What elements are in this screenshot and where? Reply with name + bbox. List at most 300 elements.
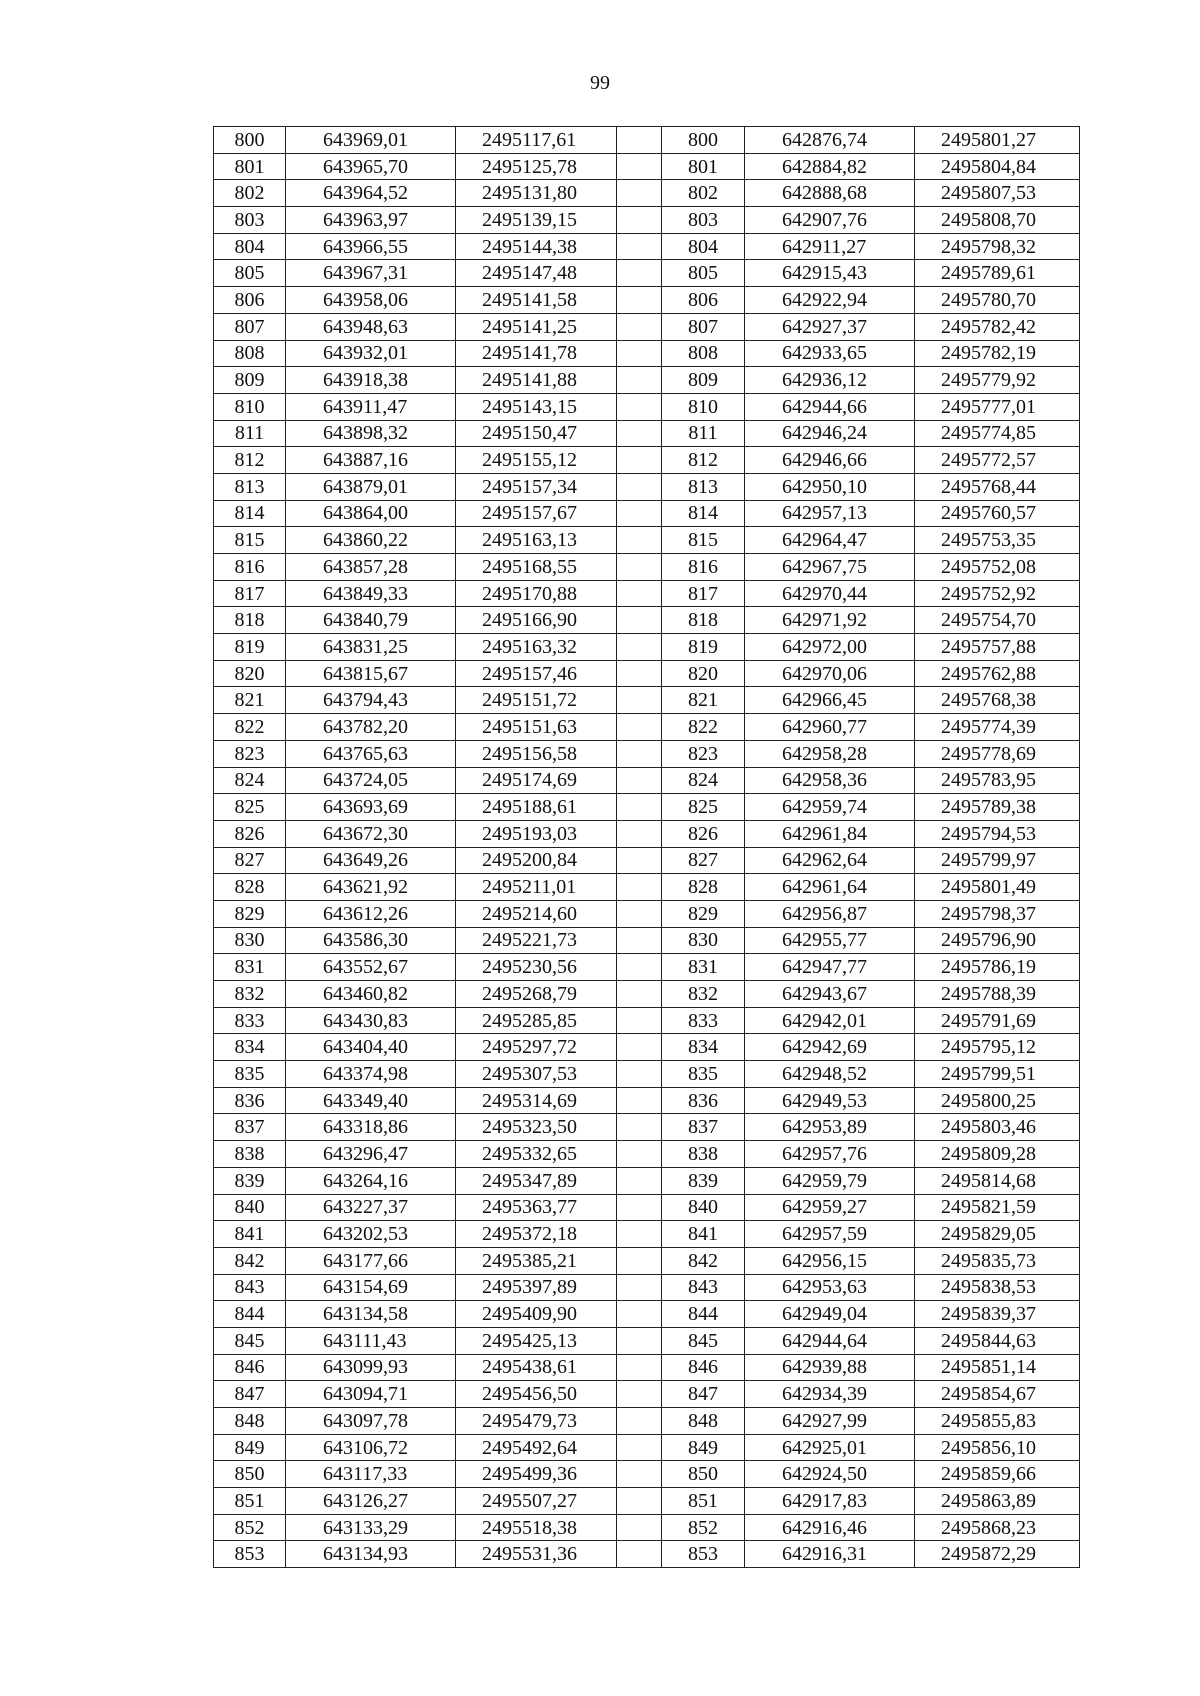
y-coordinate-left: 2495230,56 <box>456 954 617 981</box>
y-coordinate-left: 2495170,88 <box>456 580 617 607</box>
y-coordinate-right: 2495772,57 <box>915 447 1080 474</box>
x-coordinate-right: 642957,76 <box>745 1141 915 1168</box>
point-number-right: 851 <box>662 1488 745 1515</box>
x-coordinate-left: 643099,93 <box>286 1354 456 1381</box>
x-coordinate-left: 643967,31 <box>286 260 456 287</box>
y-coordinate-left: 2495479,73 <box>456 1408 617 1435</box>
point-number-left: 802 <box>214 180 286 207</box>
x-coordinate-right: 642944,64 <box>745 1327 915 1354</box>
point-number-left: 820 <box>214 660 286 687</box>
point-number-left: 823 <box>214 740 286 767</box>
y-coordinate-right: 2495844,63 <box>915 1327 1080 1354</box>
x-coordinate-left: 643831,25 <box>286 634 456 661</box>
y-coordinate-left: 2495307,53 <box>456 1061 617 1088</box>
x-coordinate-left: 643374,98 <box>286 1061 456 1088</box>
table-row <box>214 874 1080 901</box>
point-number-right: 838 <box>662 1141 745 1168</box>
x-coordinate-left: 643134,93 <box>286 1541 456 1568</box>
x-coordinate-left: 643460,82 <box>286 981 456 1008</box>
point-number-right: 818 <box>662 607 745 634</box>
x-coordinate-right: 642959,27 <box>745 1194 915 1221</box>
x-coordinate-right: 642962,64 <box>745 847 915 874</box>
y-coordinate-right: 2495754,70 <box>915 607 1080 634</box>
x-coordinate-left: 643765,63 <box>286 740 456 767</box>
y-coordinate-left: 2495363,77 <box>456 1194 617 1221</box>
point-number-right: 833 <box>662 1007 745 1034</box>
y-coordinate-left: 2495456,50 <box>456 1381 617 1408</box>
column-gap <box>617 1434 662 1461</box>
column-gap <box>617 233 662 260</box>
x-coordinate-left: 643430,83 <box>286 1007 456 1034</box>
y-coordinate-right: 2495863,89 <box>915 1488 1080 1515</box>
y-coordinate-left: 2495409,90 <box>456 1301 617 1328</box>
point-number-left: 817 <box>214 580 286 607</box>
y-coordinate-left: 2495188,61 <box>456 794 617 821</box>
column-gap <box>617 1194 662 1221</box>
point-number-right: 815 <box>662 527 745 554</box>
y-coordinate-left: 2495144,38 <box>456 233 617 260</box>
y-coordinate-left: 2495507,27 <box>456 1488 617 1515</box>
x-coordinate-right: 642964,47 <box>745 527 915 554</box>
x-coordinate-left: 643227,37 <box>286 1194 456 1221</box>
table-row <box>214 367 1080 394</box>
x-coordinate-left: 643318,86 <box>286 1114 456 1141</box>
y-coordinate-left: 2495314,69 <box>456 1087 617 1114</box>
column-gap <box>617 207 662 234</box>
point-number-left: 825 <box>214 794 286 821</box>
y-coordinate-left: 2495168,55 <box>456 554 617 581</box>
page-number: 99 <box>590 72 610 94</box>
point-number-left: 805 <box>214 260 286 287</box>
point-number-left: 838 <box>214 1141 286 1168</box>
table-row <box>214 660 1080 687</box>
point-number-right: 821 <box>662 687 745 714</box>
y-coordinate-left: 2495174,69 <box>456 767 617 794</box>
column-gap <box>617 180 662 207</box>
point-number-right: 813 <box>662 473 745 500</box>
column-gap <box>617 447 662 474</box>
y-coordinate-right: 2495872,29 <box>915 1541 1080 1568</box>
x-coordinate-right: 642947,77 <box>745 954 915 981</box>
x-coordinate-left: 643111,43 <box>286 1327 456 1354</box>
point-number-left: 813 <box>214 473 286 500</box>
column-gap <box>617 1354 662 1381</box>
table-row <box>214 500 1080 527</box>
point-number-right: 807 <box>662 313 745 340</box>
table-row <box>214 1381 1080 1408</box>
column-gap <box>617 1301 662 1328</box>
column-gap <box>617 554 662 581</box>
y-coordinate-right: 2495752,92 <box>915 580 1080 607</box>
x-coordinate-left: 643649,26 <box>286 847 456 874</box>
x-coordinate-right: 642953,63 <box>745 1274 915 1301</box>
x-coordinate-right: 642966,45 <box>745 687 915 714</box>
table-row <box>214 313 1080 340</box>
point-number-right: 830 <box>662 927 745 954</box>
y-coordinate-right: 2495796,90 <box>915 927 1080 954</box>
column-gap <box>617 1061 662 1088</box>
x-coordinate-left: 643966,55 <box>286 233 456 260</box>
y-coordinate-left: 2495221,73 <box>456 927 617 954</box>
table-row <box>214 607 1080 634</box>
point-number-right: 843 <box>662 1274 745 1301</box>
x-coordinate-right: 642916,46 <box>745 1514 915 1541</box>
y-coordinate-left: 2495166,90 <box>456 607 617 634</box>
column-gap <box>617 127 662 154</box>
x-coordinate-left: 643404,40 <box>286 1034 456 1061</box>
x-coordinate-right: 642916,31 <box>745 1541 915 1568</box>
table-row <box>214 1114 1080 1141</box>
point-number-left: 822 <box>214 714 286 741</box>
table-row <box>214 1141 1080 1168</box>
point-number-left: 810 <box>214 393 286 420</box>
point-number-right: 842 <box>662 1247 745 1274</box>
x-coordinate-left: 643349,40 <box>286 1087 456 1114</box>
x-coordinate-right: 642934,39 <box>745 1381 915 1408</box>
y-coordinate-right: 2495786,19 <box>915 954 1080 981</box>
x-coordinate-right: 642959,74 <box>745 794 915 821</box>
x-coordinate-left: 643133,29 <box>286 1514 456 1541</box>
y-coordinate-left: 2495347,89 <box>456 1167 617 1194</box>
x-coordinate-right: 642960,77 <box>745 714 915 741</box>
x-coordinate-left: 643964,52 <box>286 180 456 207</box>
point-number-right: 801 <box>662 153 745 180</box>
point-number-left: 834 <box>214 1034 286 1061</box>
y-coordinate-right: 2495789,38 <box>915 794 1080 821</box>
point-number-left: 843 <box>214 1274 286 1301</box>
point-number-right: 827 <box>662 847 745 874</box>
y-coordinate-right: 2495782,42 <box>915 313 1080 340</box>
point-number-right: 834 <box>662 1034 745 1061</box>
table-row <box>214 1247 1080 1274</box>
table-row <box>214 1408 1080 1435</box>
y-coordinate-left: 2495214,60 <box>456 900 617 927</box>
x-coordinate-left: 643134,58 <box>286 1301 456 1328</box>
point-number-right: 803 <box>662 207 745 234</box>
x-coordinate-left: 643724,05 <box>286 767 456 794</box>
x-coordinate-right: 642927,99 <box>745 1408 915 1435</box>
table-row <box>214 1541 1080 1568</box>
column-gap <box>617 340 662 367</box>
y-coordinate-left: 2495397,89 <box>456 1274 617 1301</box>
column-gap <box>617 580 662 607</box>
point-number-right: 836 <box>662 1087 745 1114</box>
table-row <box>214 1301 1080 1328</box>
point-number-right: 847 <box>662 1381 745 1408</box>
point-number-right: 819 <box>662 634 745 661</box>
column-gap <box>617 1007 662 1034</box>
column-gap <box>617 874 662 901</box>
point-number-right: 822 <box>662 714 745 741</box>
y-coordinate-right: 2495800,25 <box>915 1087 1080 1114</box>
x-coordinate-right: 642949,53 <box>745 1087 915 1114</box>
y-coordinate-left: 2495141,88 <box>456 367 617 394</box>
point-number-right: 850 <box>662 1461 745 1488</box>
table-row <box>214 180 1080 207</box>
column-gap <box>617 1221 662 1248</box>
point-number-right: 824 <box>662 767 745 794</box>
x-coordinate-right: 642957,59 <box>745 1221 915 1248</box>
column-gap <box>617 740 662 767</box>
table-row <box>214 473 1080 500</box>
point-number-right: 828 <box>662 874 745 901</box>
x-coordinate-right: 642957,13 <box>745 500 915 527</box>
table-row <box>214 1221 1080 1248</box>
x-coordinate-right: 642876,74 <box>745 127 915 154</box>
y-coordinate-left: 2495141,25 <box>456 313 617 340</box>
point-number-left: 808 <box>214 340 286 367</box>
column-gap <box>617 420 662 447</box>
point-number-left: 826 <box>214 820 286 847</box>
point-number-left: 827 <box>214 847 286 874</box>
point-number-left: 845 <box>214 1327 286 1354</box>
table-row <box>214 260 1080 287</box>
column-gap <box>617 287 662 314</box>
y-coordinate-right: 2495804,84 <box>915 153 1080 180</box>
y-coordinate-left: 2495372,18 <box>456 1221 617 1248</box>
y-coordinate-right: 2495791,69 <box>915 1007 1080 1034</box>
x-coordinate-left: 643911,47 <box>286 393 456 420</box>
point-number-right: 829 <box>662 900 745 927</box>
x-coordinate-right: 642956,87 <box>745 900 915 927</box>
point-number-right: 825 <box>662 794 745 821</box>
point-number-right: 835 <box>662 1061 745 1088</box>
y-coordinate-left: 2495163,32 <box>456 634 617 661</box>
point-number-left: 804 <box>214 233 286 260</box>
column-gap <box>617 981 662 1008</box>
x-coordinate-right: 642955,77 <box>745 927 915 954</box>
point-number-left: 828 <box>214 874 286 901</box>
y-coordinate-left: 2495518,38 <box>456 1514 617 1541</box>
table-row <box>214 1194 1080 1221</box>
x-coordinate-left: 643117,33 <box>286 1461 456 1488</box>
table-row <box>214 900 1080 927</box>
x-coordinate-left: 643948,63 <box>286 313 456 340</box>
x-coordinate-left: 643097,78 <box>286 1408 456 1435</box>
table-row <box>214 714 1080 741</box>
column-gap <box>617 1034 662 1061</box>
y-coordinate-left: 2495193,03 <box>456 820 617 847</box>
column-gap <box>617 1087 662 1114</box>
y-coordinate-left: 2495151,72 <box>456 687 617 714</box>
column-gap <box>617 1274 662 1301</box>
y-coordinate-right: 2495780,70 <box>915 287 1080 314</box>
x-coordinate-right: 642917,83 <box>745 1488 915 1515</box>
point-number-right: 845 <box>662 1327 745 1354</box>
table-row <box>214 447 1080 474</box>
x-coordinate-right: 642942,69 <box>745 1034 915 1061</box>
column-gap <box>617 607 662 634</box>
table-row <box>214 847 1080 874</box>
column-gap <box>617 313 662 340</box>
y-coordinate-right: 2495859,66 <box>915 1461 1080 1488</box>
x-coordinate-left: 643094,71 <box>286 1381 456 1408</box>
column-gap <box>617 660 662 687</box>
table-row <box>214 1514 1080 1541</box>
table-row <box>214 687 1080 714</box>
point-number-left: 837 <box>214 1114 286 1141</box>
x-coordinate-right: 642933,65 <box>745 340 915 367</box>
table-row <box>214 740 1080 767</box>
column-gap <box>617 927 662 954</box>
y-coordinate-left: 2495157,34 <box>456 473 617 500</box>
point-number-left: 833 <box>214 1007 286 1034</box>
point-number-right: 810 <box>662 393 745 420</box>
y-coordinate-right: 2495779,92 <box>915 367 1080 394</box>
point-number-right: 800 <box>662 127 745 154</box>
y-coordinate-left: 2495155,12 <box>456 447 617 474</box>
point-number-left: 819 <box>214 634 286 661</box>
column-gap <box>617 500 662 527</box>
y-coordinate-right: 2495868,23 <box>915 1514 1080 1541</box>
column-gap <box>617 260 662 287</box>
y-coordinate-left: 2495163,13 <box>456 527 617 554</box>
y-coordinate-right: 2495854,67 <box>915 1381 1080 1408</box>
point-number-left: 818 <box>214 607 286 634</box>
table-row <box>214 580 1080 607</box>
y-coordinate-right: 2495799,97 <box>915 847 1080 874</box>
x-coordinate-right: 642970,44 <box>745 580 915 607</box>
point-number-right: 816 <box>662 554 745 581</box>
point-number-left: 806 <box>214 287 286 314</box>
point-number-left: 824 <box>214 767 286 794</box>
point-number-right: 809 <box>662 367 745 394</box>
x-coordinate-left: 643126,27 <box>286 1488 456 1515</box>
y-coordinate-left: 2495297,72 <box>456 1034 617 1061</box>
point-number-right: 826 <box>662 820 745 847</box>
column-gap <box>617 954 662 981</box>
x-coordinate-right: 642967,75 <box>745 554 915 581</box>
y-coordinate-right: 2495789,61 <box>915 260 1080 287</box>
table-row <box>214 233 1080 260</box>
table-row <box>214 981 1080 1008</box>
point-number-right: 852 <box>662 1514 745 1541</box>
x-coordinate-left: 643965,70 <box>286 153 456 180</box>
column-gap <box>617 1381 662 1408</box>
y-coordinate-right: 2495798,32 <box>915 233 1080 260</box>
y-coordinate-left: 2495151,63 <box>456 714 617 741</box>
x-coordinate-left: 643932,01 <box>286 340 456 367</box>
x-coordinate-left: 643106,72 <box>286 1434 456 1461</box>
y-coordinate-right: 2495777,01 <box>915 393 1080 420</box>
point-number-right: 841 <box>662 1221 745 1248</box>
y-coordinate-right: 2495762,88 <box>915 660 1080 687</box>
x-coordinate-right: 642946,24 <box>745 420 915 447</box>
x-coordinate-right: 642949,04 <box>745 1301 915 1328</box>
y-coordinate-right: 2495835,73 <box>915 1247 1080 1274</box>
x-coordinate-left: 643296,47 <box>286 1141 456 1168</box>
point-number-left: 844 <box>214 1301 286 1328</box>
y-coordinate-left: 2495157,67 <box>456 500 617 527</box>
point-number-left: 848 <box>214 1408 286 1435</box>
y-coordinate-right: 2495782,19 <box>915 340 1080 367</box>
table-row <box>214 1461 1080 1488</box>
column-gap <box>617 527 662 554</box>
x-coordinate-right: 642956,15 <box>745 1247 915 1274</box>
column-gap <box>617 714 662 741</box>
x-coordinate-left: 643794,43 <box>286 687 456 714</box>
x-coordinate-right: 642948,52 <box>745 1061 915 1088</box>
point-number-right: 811 <box>662 420 745 447</box>
table-row <box>214 153 1080 180</box>
point-number-right: 820 <box>662 660 745 687</box>
x-coordinate-right: 642950,10 <box>745 473 915 500</box>
column-gap <box>617 367 662 394</box>
point-number-right: 837 <box>662 1114 745 1141</box>
y-coordinate-right: 2495856,10 <box>915 1434 1080 1461</box>
y-coordinate-right: 2495753,35 <box>915 527 1080 554</box>
y-coordinate-right: 2495807,53 <box>915 180 1080 207</box>
point-number-right: 808 <box>662 340 745 367</box>
x-coordinate-left: 643898,32 <box>286 420 456 447</box>
y-coordinate-right: 2495774,39 <box>915 714 1080 741</box>
column-gap <box>617 1488 662 1515</box>
y-coordinate-right: 2495778,69 <box>915 740 1080 767</box>
y-coordinate-left: 2495141,78 <box>456 340 617 367</box>
x-coordinate-right: 642924,50 <box>745 1461 915 1488</box>
point-number-left: 809 <box>214 367 286 394</box>
y-coordinate-right: 2495768,38 <box>915 687 1080 714</box>
y-coordinate-left: 2495499,36 <box>456 1461 617 1488</box>
y-coordinate-left: 2495125,78 <box>456 153 617 180</box>
point-number-right: 844 <box>662 1301 745 1328</box>
point-number-left: 853 <box>214 1541 286 1568</box>
table-row <box>214 634 1080 661</box>
x-coordinate-right: 642907,76 <box>745 207 915 234</box>
column-gap <box>617 687 662 714</box>
x-coordinate-left: 643815,67 <box>286 660 456 687</box>
x-coordinate-right: 642884,82 <box>745 153 915 180</box>
x-coordinate-left: 643840,79 <box>286 607 456 634</box>
y-coordinate-left: 2495157,46 <box>456 660 617 687</box>
y-coordinate-right: 2495838,53 <box>915 1274 1080 1301</box>
table-row <box>214 927 1080 954</box>
y-coordinate-right: 2495829,05 <box>915 1221 1080 1248</box>
y-coordinate-right: 2495839,37 <box>915 1301 1080 1328</box>
point-number-right: 839 <box>662 1167 745 1194</box>
x-coordinate-right: 642943,67 <box>745 981 915 1008</box>
point-number-right: 853 <box>662 1541 745 1568</box>
point-number-right: 848 <box>662 1408 745 1435</box>
point-number-left: 807 <box>214 313 286 340</box>
x-coordinate-right: 642925,01 <box>745 1434 915 1461</box>
point-number-left: 803 <box>214 207 286 234</box>
x-coordinate-right: 642971,92 <box>745 607 915 634</box>
y-coordinate-right: 2495798,37 <box>915 900 1080 927</box>
y-coordinate-left: 2495531,36 <box>456 1541 617 1568</box>
x-coordinate-left: 643672,30 <box>286 820 456 847</box>
column-gap <box>617 767 662 794</box>
column-gap <box>617 1167 662 1194</box>
x-coordinate-left: 643887,16 <box>286 447 456 474</box>
y-coordinate-left: 2495147,48 <box>456 260 617 287</box>
table-row <box>214 954 1080 981</box>
point-number-left: 849 <box>214 1434 286 1461</box>
point-number-left: 816 <box>214 554 286 581</box>
column-gap <box>617 153 662 180</box>
point-number-left: 830 <box>214 927 286 954</box>
x-coordinate-right: 642953,89 <box>745 1114 915 1141</box>
point-number-right: 832 <box>662 981 745 1008</box>
point-number-left: 814 <box>214 500 286 527</box>
point-number-left: 847 <box>214 1381 286 1408</box>
x-coordinate-left: 643879,01 <box>286 473 456 500</box>
point-number-right: 817 <box>662 580 745 607</box>
x-coordinate-left: 643958,06 <box>286 287 456 314</box>
point-number-left: 839 <box>214 1167 286 1194</box>
column-gap <box>617 1141 662 1168</box>
y-coordinate-left: 2495139,15 <box>456 207 617 234</box>
